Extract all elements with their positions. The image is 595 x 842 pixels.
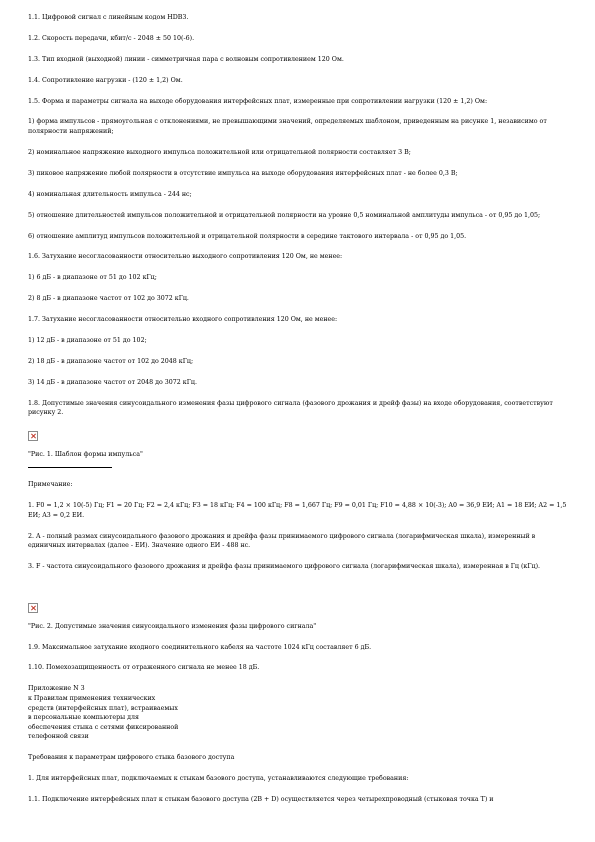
paragraph-1-4: 1.4. Сопротивление нагрузки - (120 ± 1,2) Ом. — [28, 76, 183, 84]
requirements-heading: Требования к параметрам цифрового стыка базового доступа — [28, 754, 235, 762]
appendix-line: средств (интерфейсных плат), встраиваемых — [28, 704, 178, 712]
appendix-line: к Правилам применения технических — [28, 694, 156, 702]
appendix-line: в персональные компьютеры для — [28, 714, 139, 722]
list-item-1-7-1: 1) 12 дБ - в диапазоне от 51 до 102; — [28, 336, 147, 344]
appendix-header — [28, 684, 570, 742]
list-item-1-5-3: 3) пиковое напряжение любой полярности в отсутствие импульса на выходе оборудования интерфейсных плат - не более 0,3 В; — [28, 169, 458, 177]
paragraph-1-6: 1.6. Затухание несогласованности относительно выходного сопротивления 120 Ом, не менее: — [28, 253, 343, 261]
list-item-1-7-3: 3) 14 дБ - в диапазоне частот от 2048 до 3072 кГц. — [28, 378, 197, 386]
paragraph-1-2: 1.2. Скорость передачи, кбит/с - 2048 ± 50 10(-6). — [28, 34, 195, 42]
paragraph-1-5: 1.5. Форма и параметры сигнала на выходе оборудования интерфейсных плат, измеренные при сопротивлении нагрузки (120 ± 1,2) Ом: — [28, 97, 488, 105]
paragraph-1-10: 1.10. Помехозащищенность от отраженного сигнала не менее 18 дБ. — [28, 664, 260, 672]
broken-image-icon — [28, 603, 38, 613]
list-item-1-5-6: 6) отношение амплитуд импульсов положительной и отрицательной полярности в середине тактового интервала - от 0,95 до 1,05. — [28, 232, 467, 240]
list-item-1-5-2: 2) номинальное напряжение выходного импульса положительной или отрицательной полярности составляет 3 В; — [28, 148, 411, 156]
paragraph-1-1: 1.1. Цифровой сигнал с линейным кодом HDB3. — [28, 14, 189, 21]
list-item-1-6-2: 2) 8 дБ - в диапазоне частот от 102 до 3072 кГц. — [28, 295, 189, 303]
note-1: 1. F0 = 1,2 × 10(-5) Гц; F1 = 20 Гц; F2 = 2,4 кГц; F3 = 18 кГц; F4 = 100 кГц; F8 = 1,667 Гц; F9 = 0,01 Гц; F10 = 4,88 × 10(-3); A0 = 36,9 ЕИ; A1 = 18 ЕИ; A2 = 1,5 ЕИ; A3 = 0,2 ЕИ. — [28, 502, 567, 519]
list-item-1-7-2: 2) 18 дБ - в диапазоне частот от 102 до 2048 кГц; — [28, 357, 194, 365]
note-2: 2. A - полный размах синусоидального фазового дрожания и дрейфа фазы принимаемого цифрового сигнала (логарифмическая шкала), измеренный в единичных интервалах (далее - ЕИ). Значение одного ЕИ - 488 нс. — [28, 532, 536, 550]
note-3: 3. F - частота синусоидального фазового дрожания и дрейфа фазы принимаемого цифрового сигнала (логарифмическая шкала), измеренная в Гц (кГц). — [28, 563, 541, 571]
paragraph-1-9: 1.9. Максимальное затухание входного соединительного кабеля на частоте 1024 кГц составляет 6 дБ. — [28, 643, 372, 651]
list-item-1-6-1: 1) 6 дБ - в диапазоне от 51 до 102 кГц; — [28, 274, 157, 282]
paragraph-1-3: 1.3. Тип входной (выходной) линии - симметричная пара с волновым сопротивлением 120 Ом. — [28, 55, 344, 63]
paragraph-1-8: 1.8. Допустимые значения синусоидального изменения фазы цифрового сигнала (фазового дрожания и дрейф фазы) на входе оборудования, соответствуют рисунку 2. — [28, 399, 553, 417]
appendix-line: телефонной связи — [28, 733, 89, 741]
appendix-line: Приложение N 3 — [28, 685, 85, 693]
broken-image-icon — [28, 431, 38, 441]
closing-paragraph-1-1: 1.1. Подключение интерфейсных плат к стыкам базового доступа (2B + D) осуществляется через четырехпроводный (стыковая точка T) и — [28, 795, 494, 803]
figure-1 — [28, 429, 570, 459]
list-item-1-5-4: 4) номинальная длительность импульса - 244 нс; — [28, 190, 192, 198]
figure-2-caption: "Рис. 2. Допустимые значения синусоидального изменения фазы цифрового сигнала" — [28, 622, 317, 630]
list-item-1-5-1: 1) форма импульсов - прямоугольная с отклонениями, не превышающими значений, определяемых шаблоном, приведенным на рисунке 1, независимо от полярности напряжений; — [28, 118, 547, 136]
paragraph-1-7: 1.7. Затухание несогласованности относительно входного сопротивления 120 Ом, не менее: — [28, 316, 338, 324]
footnote-divider — [28, 467, 112, 468]
figure-2 — [28, 601, 570, 631]
note-heading: Примечание: — [28, 481, 73, 489]
document-body — [28, 13, 570, 816]
list-item-1-5-5: 5) отношение длительностей импульсов положительной и отрицательной полярности на уровне 0,5 номинальной амплитуды импульса - от 0,95 до 1,05; — [28, 211, 541, 219]
closing-paragraph-1: 1. Для интерфейсных плат, подключаемых к стыкам базового доступа, устанавливаются следующие требования: — [28, 775, 409, 783]
appendix-line: обеспечения стыка с сетями фиксированной — [28, 723, 179, 731]
figure-1-caption: "Рис. 1. Шаблон формы импульса" — [28, 450, 143, 458]
